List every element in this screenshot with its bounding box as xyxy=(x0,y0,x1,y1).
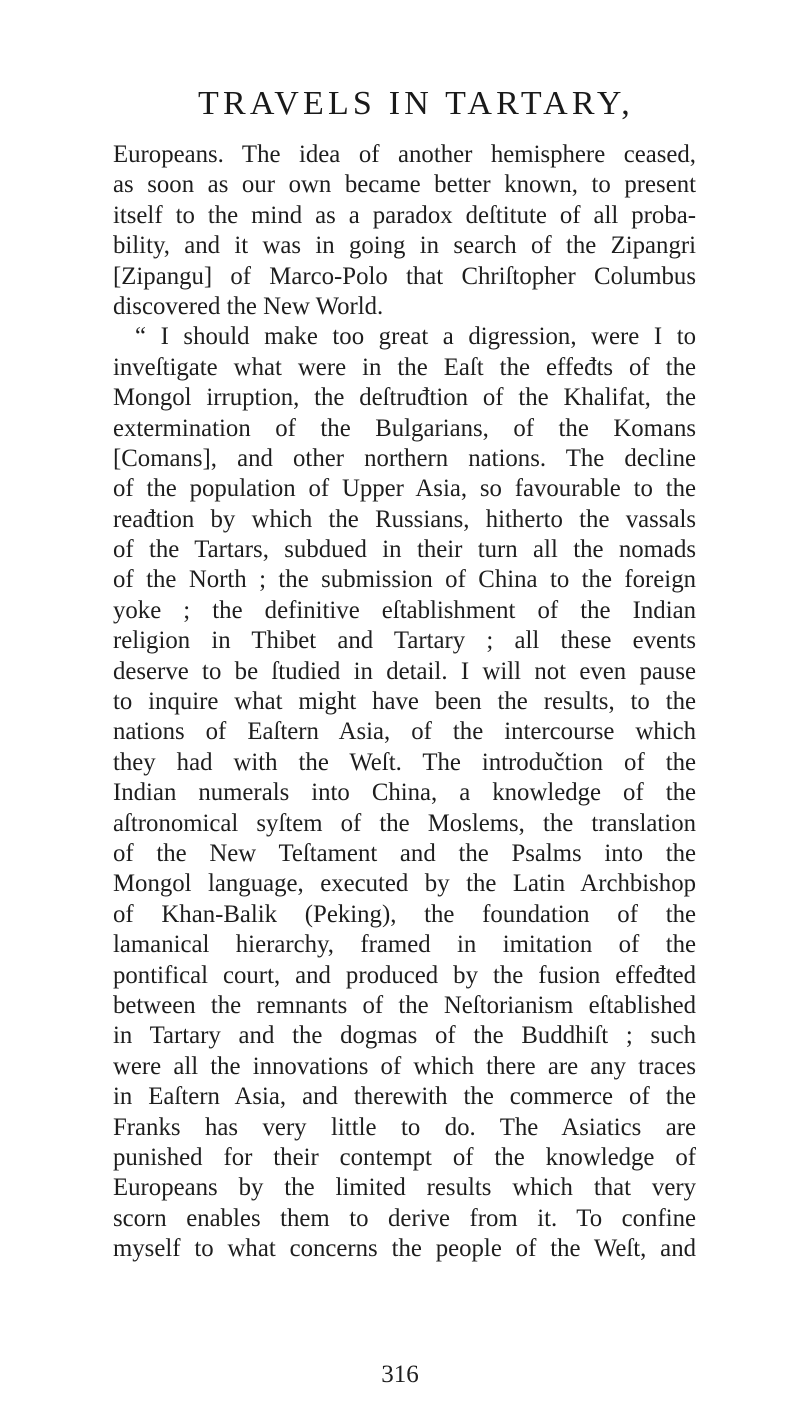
text-line: “ I should make too great a digression, were I to xyxy=(135,323,696,351)
text-line: discovered the New World. xyxy=(113,292,384,320)
text-line: of Khan-Balik (Peking), the foundation of the xyxy=(113,900,696,928)
text-line: reađtion by which the Russians, hitherto the vassals xyxy=(113,505,696,533)
text-line: were all the innovations of which there are any traces xyxy=(113,1052,696,1080)
text-line: of the population of Upper Asia, so favourable to the xyxy=(113,475,696,503)
text-line: Franks has very little to do. The Asiatics are xyxy=(113,1113,696,1141)
text-line: in Eaſtern Asia, and therewith the commerce of the xyxy=(113,1083,696,1111)
text-line: pontifical court, and produced by the fusion effeđted xyxy=(113,961,696,989)
text-line: yoke ; the definitive eſtablishment of the Indian xyxy=(113,596,696,624)
text-line: punished for their contempt of the knowledge of xyxy=(113,1143,696,1171)
text-line: bility, and it was in going in search of the Zipangri xyxy=(113,232,696,260)
text-line: of the New Teſtament and the Psalms into the xyxy=(113,839,696,867)
text-line: to inquire what might have been the results, to the xyxy=(113,688,696,716)
text-line: [Comans], and other northern nations. The decline xyxy=(113,444,696,472)
text-line: between the remnants of the Neſtorianism eſtablished xyxy=(113,991,696,1019)
body-text xyxy=(113,140,696,1264)
text-line: Mongol language, executed by the Latin Archbishop xyxy=(113,870,696,898)
text-line: Indian numerals into China, a knowledge of the xyxy=(113,779,696,807)
text-line: aſtronomical syſtem of the Moslems, the translation xyxy=(113,809,696,837)
text-line: scorn enables them to derive from it. To confine xyxy=(113,1204,696,1232)
text-line: [Zipangu] of Marco-Polo that Chriſtopher Columbus xyxy=(113,262,696,290)
text-line: Mongol irruption, the deſtruđtion of the Khalifat, the xyxy=(113,384,696,412)
text-line: as soon as our own became better known, to present xyxy=(113,171,696,199)
text-line: myself to what concerns the people of the Weſt, and xyxy=(113,1235,696,1263)
text-line: deserve to be ſtudied in detail. I will not even pause xyxy=(113,657,696,685)
text-line: religion in Thibet and Tartary ; all these events xyxy=(113,627,696,655)
text-line: extermination of the Bulgarians, of the Komans xyxy=(113,414,696,442)
text-line: Europeans. The idea of another hemisphere ceased, xyxy=(113,141,696,168)
text-line: Europeans by the limited results which that very xyxy=(113,1174,696,1202)
running-head: TRAVELS IN TARTARY, xyxy=(198,85,634,122)
text-line: of the North ; the submission of China to the foreign xyxy=(113,566,696,594)
text-line: inveſtigate what were in the Eaſt the effeđts of the xyxy=(113,353,696,381)
text-line: itself to the mind as a paradox deſtitute of all proba- xyxy=(113,201,696,229)
text-line: lamanical hierarchy, framed in imitation of the xyxy=(113,931,696,959)
text-line: of the Tartars, subdued in their turn all the nomads xyxy=(113,536,696,564)
page-number: 316 xyxy=(381,1361,419,1388)
text-line: in Tartary and the dogmas of the Buddhiſt ; such xyxy=(113,1022,696,1050)
text-line: they had with the Weſt. The introdučtion of the xyxy=(113,748,696,776)
text-line: nations of Eaſtern Asia, of the intercourse which xyxy=(113,718,696,746)
